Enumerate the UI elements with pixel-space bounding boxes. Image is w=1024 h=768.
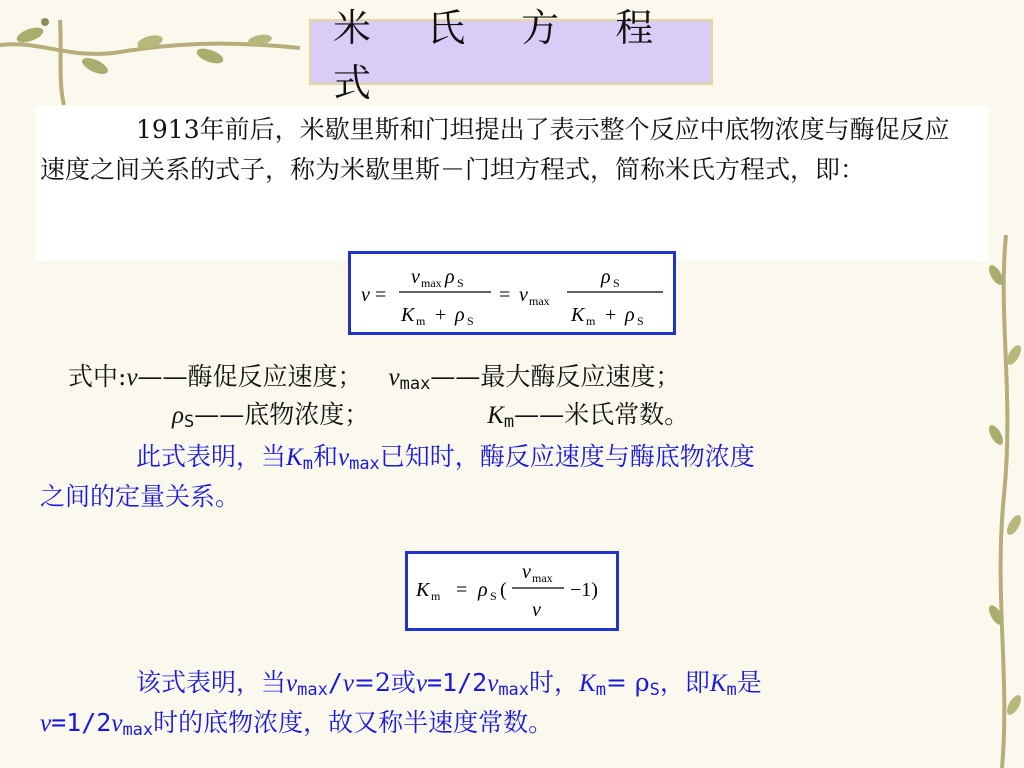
f1-den2-K: K [571, 304, 585, 326]
f1-den2-m: m [586, 314, 596, 328]
km-formula [405, 551, 619, 631]
f1-v: v [361, 284, 370, 306]
f1-eq2: = [499, 284, 511, 306]
f1-eq1: = [375, 284, 387, 306]
f1-vmax-max: max [529, 294, 550, 308]
vine-decoration-top [0, 0, 300, 110]
f2-lparen: ( [500, 579, 507, 601]
intro-text: 1913年前后，米歇里斯和门坦提出了表示整个反应中底物浓度与酶促反应速度之间关系的式子，称为米歇里斯－门坦方程式，简称米氏方程式，即： [40, 115, 950, 184]
f2-num-max: max [532, 571, 553, 585]
f2-rho: ρ [478, 579, 488, 601]
f2-den-v: v [532, 599, 541, 621]
legend-line-2: $\rho_S——$底物浓度； $K_m——$米氏常数。 [172, 400, 690, 432]
f2-S: S [490, 589, 497, 603]
f1-vmax-v: v [519, 284, 528, 306]
f1-den2-plus: + [605, 304, 617, 326]
f1-den-m: m [416, 314, 426, 328]
f1-den2-S: S [637, 314, 644, 328]
note2-line-1: 该式表明，当$v_{max}/v=2$或$v=1/2v_{max}$时，$K_m= \rho_S$，即$K_m$是 [136, 668, 762, 700]
legend-line-1: 式中:v——酶促反应速度； $v_{max}——$最大酶反应速度； [68, 362, 681, 394]
f1-num2-S: S [613, 276, 620, 290]
f1-den2-rho: ρ [625, 304, 635, 326]
f1-den-S: S [467, 314, 474, 328]
f1-den-plus: + [435, 304, 447, 326]
f2-eq: = [456, 579, 468, 601]
f2-num-v: v [522, 561, 531, 583]
f1-num2-rho: ρ [601, 266, 611, 288]
f2-minus1: −1) [570, 579, 598, 601]
f1-num-rho: ρ [445, 266, 455, 288]
f1-num-S: S [457, 276, 464, 290]
f2-m: m [431, 589, 441, 603]
f1-num-max: max [421, 276, 442, 290]
slide-title [309, 6, 713, 105]
intro-paragraph [40, 110, 970, 190]
michaelis-menten-formula [348, 251, 676, 335]
note2-line-2: $v=1/2v_{max}$时的底物浓度，故又称半速度常数。 [40, 708, 554, 740]
f1-den-K: K [401, 304, 415, 326]
f1-den-rho: ρ [455, 304, 465, 326]
vine-decoration-right [984, 235, 1024, 768]
note1-line-1: 此式表明，当$K_m$和$v_{max}$已知时，酶反应速度与酶底物浓度 [136, 442, 755, 474]
f2-K: K [416, 579, 430, 601]
f1-num-v: v [411, 266, 420, 288]
note1-line-2: 之间的定量关系。 [40, 482, 241, 511]
title-text: 米 氏 方 程 式 [333, 6, 676, 105]
